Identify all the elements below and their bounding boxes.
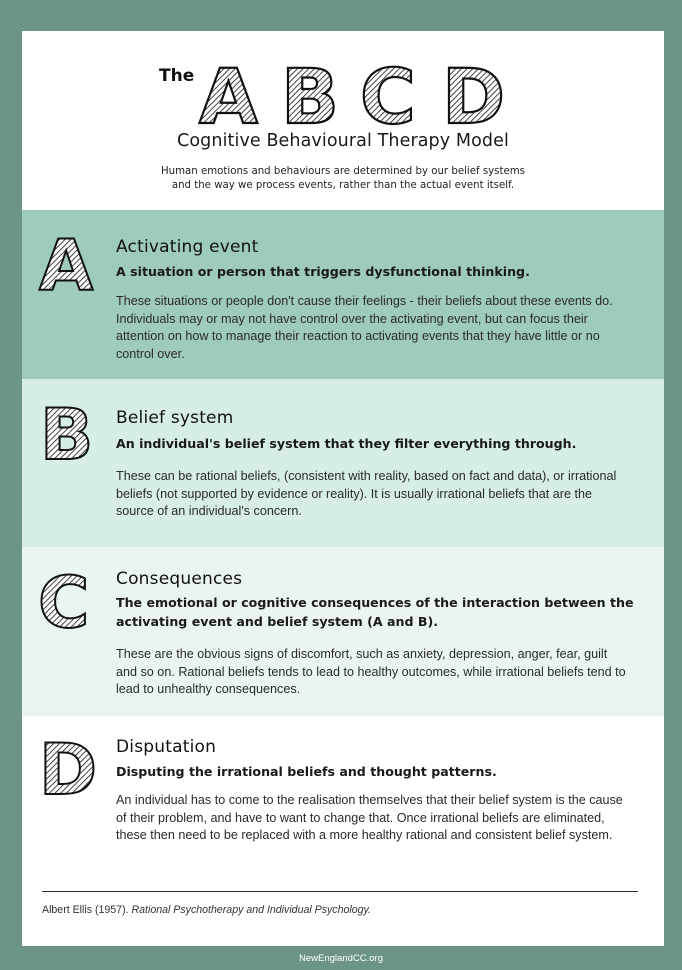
- section-subtitle: A situation or person that triggers dysfunctional thinking.: [116, 264, 530, 279]
- letter-b-icon: [38, 401, 98, 465]
- section-subtitle: The emotional or cognitive consequences of the interaction between the activating event and belief system (A and B).: [116, 595, 634, 629]
- title-letter-b: B: [281, 61, 339, 129]
- letter-c-icon: [38, 569, 98, 633]
- section-activating-event: [22, 210, 664, 379]
- citation-author: Albert Ellis (1957).: [42, 904, 132, 916]
- intro-line-2: and the way we process events, rather than the actual event itself.: [171, 180, 515, 191]
- title-letter-d: D: [442, 61, 506, 129]
- section-title: Consequences: [116, 569, 243, 589]
- section-disputation: [22, 716, 664, 871]
- footer-url[interactable]: NewEnglandCC.org: [299, 953, 383, 964]
- intro-line-1: Human emotions and behaviours are determined by our belief systems: [161, 166, 525, 177]
- section-body: An individual has to come to the realisation themselves that their belief system is the cause of their problem, and have to want to change that. Once irrational beliefs are eliminated, these then need to be replaced with a more healthy rational and consistent belief system.: [116, 793, 623, 843]
- abcd-title-letters: [197, 61, 507, 129]
- citation: [42, 904, 371, 916]
- intro-text: [122, 165, 564, 193]
- section-body: These situations or people don't cause their feelings - their beliefs about these events do. Individuals may or may not have control over the activating event, but can focus their attention on how to manage their reaction to activating events that they have little or no control over.: [116, 294, 613, 361]
- the-word: The: [159, 66, 195, 86]
- section-title: Belief system: [116, 408, 234, 428]
- svg-text:A: A: [39, 232, 94, 296]
- letter-a-icon: [38, 232, 98, 296]
- citation-work: Rational Psychotherapy and Individual Psychology.: [131, 904, 371, 916]
- svg-text:C: C: [38, 569, 90, 633]
- section-title: Activating event: [116, 237, 259, 257]
- section-consequences: [22, 547, 664, 716]
- section-subtitle: Disputing the irrational beliefs and thought patterns.: [116, 764, 497, 779]
- page-subtitle: Cognitive Behavioural Therapy Model: [177, 131, 509, 151]
- svg-text:B: B: [40, 401, 94, 465]
- section-subtitle: An individual's belief system that they filter everything through.: [116, 436, 577, 451]
- title-letter-a: A: [199, 61, 258, 129]
- section-body: These are the obvious signs of discomfort, such as anxiety, depression, anger, fear, guilt and so on. Rational beliefs tends to lead to healthy outcomes, while irrational beliefs tend to lead to unhealthy consequences.: [116, 647, 626, 697]
- svg-text:D: D: [39, 736, 98, 800]
- letter-d-icon: [38, 736, 98, 800]
- title-letter-c: C: [360, 61, 416, 129]
- section-body: These can be rational beliefs, (consistent with reality, based on fact and data), or irrational beliefs (not supported by evidence or reality). It is usually irrational beliefs that are the source of an individual's concern.: [116, 469, 617, 519]
- header: [22, 31, 664, 210]
- divider: [42, 891, 638, 892]
- section-belief-system: [22, 379, 664, 547]
- section-title: Disputation: [116, 737, 217, 757]
- page: [22, 31, 664, 946]
